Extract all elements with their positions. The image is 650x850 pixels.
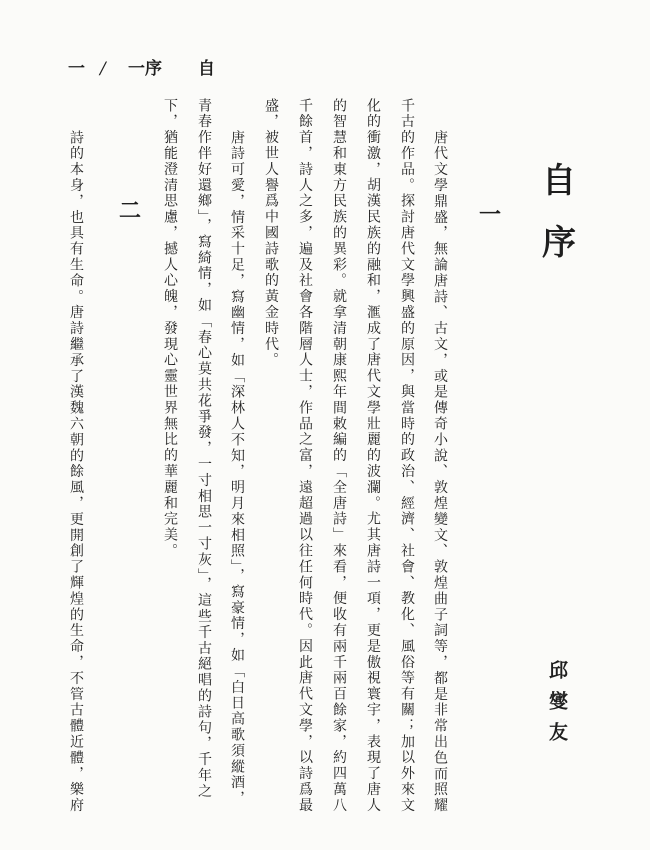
text-column: 化的衝激，胡漢民族的融和，滙成了唐代文學壯麗的波瀾。尤其唐詩一項，更是傲視寰宇，表現了唐人 (365, 98, 381, 814)
running-head-title: 自 (198, 59, 215, 79)
text-column: 盛，被世人譽爲中國詩歌的黃金時代。 (263, 98, 279, 369)
author-name: 邱燮友 (546, 660, 568, 753)
page-number-left: 一 (68, 59, 85, 79)
text-column: 唐代文學鼎盛，無論唐詩、古文，或是傳奇小說、敦煌變文、敦煌曲子詞等，都是非常出色而照耀 (432, 130, 448, 814)
text-column: 青春作伴好還鄉」，寫綺情，如「春心莫共花爭發，一寸相思一寸灰」，這些千古絕唱的詩句，千年之 (196, 98, 212, 800)
section-number-2: 二 (119, 198, 142, 224)
running-head-section: 一序 (128, 59, 162, 79)
page-title-char-2: 序 (542, 223, 576, 263)
text-column: 千餘首，詩人之多，遍及社會各階層人士，作品之富，遠超過以往任何時代。因此唐代文學，以詩爲最 (297, 98, 313, 814)
text-column: 的智慧和東方民族的異彩。就拿清朝康熙年間敕編的「全唐詩」來看，便收有兩千兩百餘家，約四萬八 (331, 98, 347, 814)
text-column: 詩的本身，也具有生命。唐詩繼承了漢魏六朝的餘風，更開創了輝煌的生命，不管古體近體，樂府 (68, 130, 84, 814)
page-title-char-1: 自 (542, 161, 576, 201)
text-column: 千古的作品。探討唐代文學興盛的原因，與當時的政治、經濟、社會、教化、風俗等有關；加以外來文 (399, 98, 415, 814)
page-number-slash: / (100, 59, 106, 79)
text-column: 下，猶能澄清思慮，撼人心魄，發現心靈世界無比的華麗和完美。 (162, 98, 178, 560)
section-number-1: 一 (479, 202, 502, 228)
text-column: 唐詩可愛，情采十足，寫幽情，如「深林人不知，明月來相照」，寫豪情，如「白日高歌須縱酒， (229, 130, 245, 807)
